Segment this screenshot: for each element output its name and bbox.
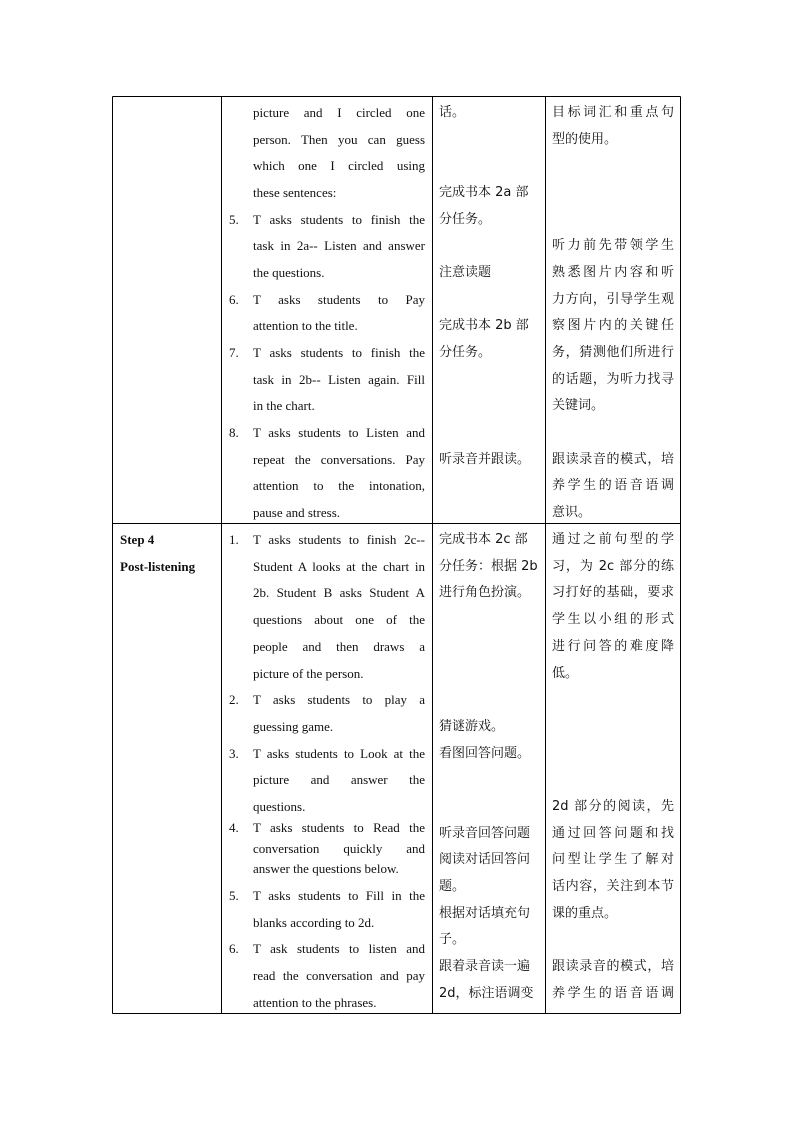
activity-text: 2d，标注语调变 (439, 986, 534, 1001)
text-line: T asks students to Fill in the (253, 888, 425, 903)
purpose-text: 低。 (552, 666, 579, 681)
text-line: T asks students to finish the (253, 212, 425, 227)
text-line: T asks students to Look at the (253, 746, 425, 761)
purpose-text: 习，为 2c 部分的练 (552, 559, 674, 574)
purpose-text: 的话题，为听力找寻 (552, 372, 674, 387)
activity-text: 完成书本 2c 部 (439, 532, 528, 547)
text-line: these sentences: (253, 185, 337, 200)
activity-text: 完成书本 2b 部 (439, 318, 529, 333)
text-line: T asks students to finish the (253, 345, 425, 360)
text-line: T asks students to play a (253, 692, 425, 707)
text-line: in the chart. (253, 398, 315, 413)
text-line: attention to the title. (253, 318, 358, 333)
activity-text: 子。 (439, 932, 466, 947)
purpose-text: 察图片内的关键任 (552, 318, 674, 333)
list-number: 1. (229, 532, 239, 547)
text-line: task in 2b-- Listen again. Fill (253, 372, 425, 387)
activity-text: 注意读题 (439, 265, 492, 280)
activity-text: 分任务。 (439, 212, 492, 227)
purpose-text: 通过之前句型的学 (552, 532, 674, 547)
activity-text: 完成书本 2a 部 (439, 185, 529, 200)
activity-text: 猜谜游戏。 (439, 719, 505, 734)
text-line: which one I circled using (253, 158, 425, 173)
purpose-text: 目标词汇和重点句 (552, 105, 674, 120)
purpose-text: 务，猜测他们所进行 (552, 345, 674, 360)
list-number: 2. (229, 692, 239, 707)
text-line: 2b. Student B asks Student A (253, 585, 425, 600)
activity-text: 阅读对话回答问 (439, 852, 531, 867)
text-line: Student A looks at the chart in (253, 559, 425, 574)
list-number: 4. (229, 820, 239, 835)
text-line: the questions. (253, 265, 325, 280)
step-title: Step 4 (120, 532, 155, 547)
text-line: attention to the phrases. (253, 995, 377, 1010)
list-number: 5. (229, 212, 239, 227)
purpose-text: 学生以小组的形式 (552, 612, 674, 627)
text-line: T asks students to finish 2c-- (253, 532, 425, 547)
text-line: guessing game. (253, 719, 334, 734)
text-line: attention to the intonation, (253, 478, 425, 493)
text-line: questions about one of the (253, 612, 425, 627)
activity-text: 分任务：根据 2b (439, 559, 538, 574)
text-line: blanks according to 2d. (253, 915, 375, 930)
text-line: T asks students to Pay (253, 292, 425, 307)
purpose-text: 型的使用。 (552, 132, 618, 147)
text-line: person. Then you can guess (253, 132, 425, 147)
purpose-text: 养学生的语音语调 (552, 986, 674, 1001)
purpose-text: 2d 部分的阅读，先 (552, 799, 674, 814)
purpose-text: 跟读录音的模式，培 (552, 959, 674, 974)
text-line: picture and answer the (253, 772, 425, 787)
list-number: 6. (229, 941, 239, 956)
text-line: task in 2a-- Listen and answer (253, 238, 425, 253)
text-line: pause and stress. (253, 505, 341, 520)
purpose-text: 通过回答问题和找 (552, 826, 674, 841)
text-line: T ask students to listen and (253, 941, 425, 956)
list-number: 6. (229, 292, 239, 307)
activity-text: 进行角色扮演。 (439, 585, 531, 600)
text-line: read the conversation and pay (253, 968, 425, 983)
text-line: T asks students to Listen and (253, 425, 425, 440)
text-line: answer the questions below. (253, 861, 399, 876)
activity-text: 听录音并跟读。 (439, 452, 531, 467)
list-number: 8. (229, 425, 239, 440)
text-line: questions. (253, 799, 306, 814)
list-number: 5. (229, 888, 239, 903)
text-line: picture and I circled one (253, 105, 425, 120)
activity-text: 根据对话填充句 (439, 906, 531, 921)
activity-text: 题。 (439, 879, 466, 894)
purpose-text: 跟读录音的模式，培 (552, 452, 674, 467)
purpose-text: 熟悉图片内容和听 (552, 265, 674, 280)
activity-text: 听录音回答问题 (439, 826, 531, 841)
activity-text: 看图回答问题。 (439, 746, 531, 761)
purpose-text: 养学生的语音语调 (552, 478, 674, 493)
step-subtitle: Post-listening (120, 559, 196, 574)
list-number: 7. (229, 345, 239, 360)
text-line: conversation quickly and (253, 841, 425, 856)
purpose-text: 习打好的基础，要求 (552, 585, 674, 600)
list-number: 3. (229, 746, 239, 761)
activity-text: 跟着录音读一遍 (439, 959, 531, 974)
purpose-text: 关键词。 (552, 398, 605, 413)
activity-text: 话。 (439, 105, 466, 120)
activity-text: 分任务。 (439, 345, 492, 360)
purpose-text: 听力前先带领学生 (552, 238, 674, 253)
text-line: picture of the person. (253, 666, 364, 681)
purpose-text: 话内容，关注到本节 (552, 879, 674, 894)
text-line: T asks students to Read the (253, 820, 425, 835)
purpose-text: 意识。 (552, 505, 592, 520)
purpose-text: 力方向，引导学生观 (552, 292, 674, 307)
purpose-text: 进行问答的难度降 (552, 639, 674, 654)
text-line: repeat the conversations. Pay (253, 452, 425, 467)
purpose-text: 课的重点。 (552, 906, 618, 921)
purpose-text: 问型让学生了解对 (552, 852, 674, 867)
text-line: people and then draws a (253, 639, 425, 654)
